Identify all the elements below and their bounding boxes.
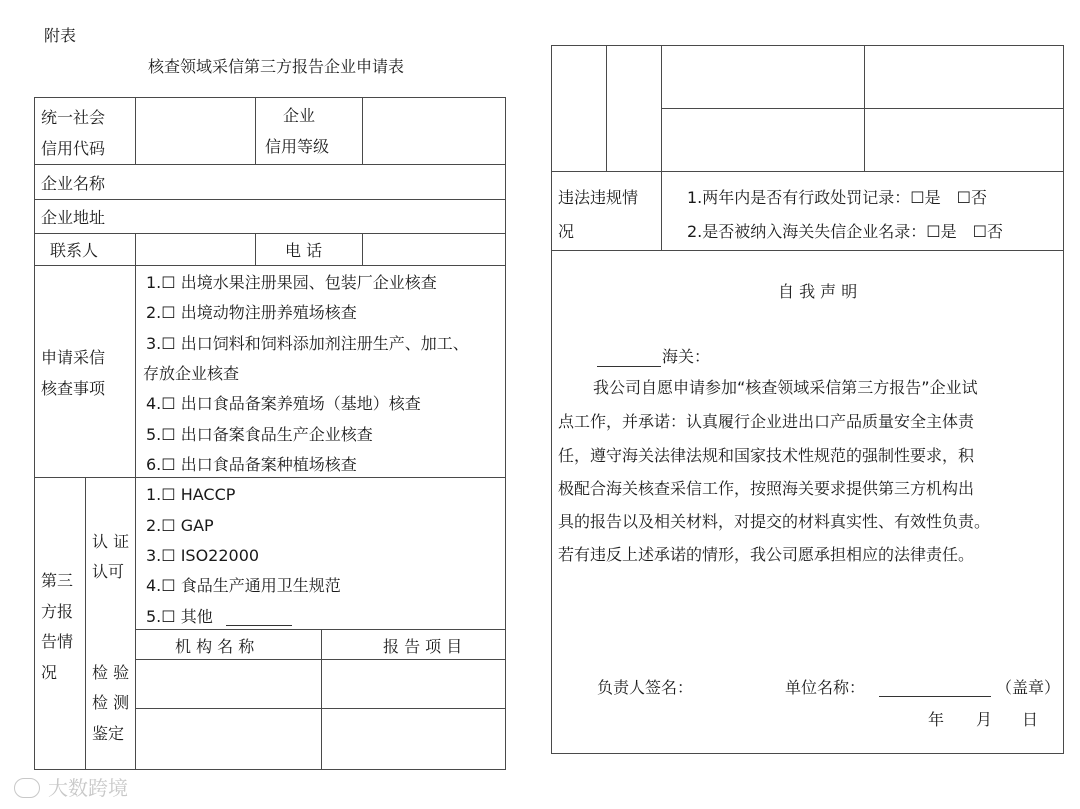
declaration-line: 具的报告以及相关材料，对提交的材料真实性、有效性负责。 xyxy=(558,512,991,531)
declaration-line: 点工作，并承诺：认真履行企业进出口产品质量安全主体责 xyxy=(558,412,975,431)
other-blank-line xyxy=(226,625,292,626)
declaration-title: 自 我 声 明 xyxy=(778,282,858,301)
company-address-label: 企业地址 xyxy=(41,208,106,227)
cert-item: 1.☐ HACCP xyxy=(146,485,236,504)
violation-item: 2.是否被纳入海关失信企业名录：☐是 ☐否 xyxy=(687,222,1003,241)
signature-label: 负责人签名： xyxy=(597,678,694,697)
date-month-label: 月 xyxy=(976,710,993,729)
declaration-line: 若有违反上述承诺的情形，我公司愿承担相应的法律责任。 xyxy=(558,545,975,564)
test-label: 检 测 xyxy=(92,693,130,712)
inspection-item: 1.☐ 出境水果注册果园、包装厂企业核查 xyxy=(146,273,437,292)
third-party-label: 第三 xyxy=(41,571,74,590)
credit-level-label-line1: 企业 xyxy=(283,106,316,125)
watermark-text: 大数跨境 xyxy=(48,776,128,800)
credit-code-label-line1: 统一社会 xyxy=(41,108,106,127)
test-label: 鉴定 xyxy=(92,724,125,743)
customs-blank-line xyxy=(597,366,661,367)
date-day-label: 日 xyxy=(1022,710,1039,729)
inspection-item: 2.☐ 出境动物注册养殖场核查 xyxy=(146,303,357,322)
inspection-item: 5.☐ 出口备案食品生产企业核查 xyxy=(146,425,373,444)
contact-label: 联系人 xyxy=(50,241,99,260)
report-item-header: 报 告 项 目 xyxy=(383,637,463,656)
test-label: 检 验 xyxy=(92,663,130,682)
cert-label: 认 证 xyxy=(92,532,130,551)
violation-label-line2: 况 xyxy=(558,222,575,241)
inspection-label-line1: 申请采信 xyxy=(41,348,106,367)
cert-item: 2.☐ GAP xyxy=(146,516,214,535)
cert-item: 4.☐ 食品生产通用卫生规范 xyxy=(146,576,341,595)
unit-name-blank-line xyxy=(879,696,991,697)
inspection-label-line2: 核查事项 xyxy=(41,379,106,398)
inspection-item: 4.☐ 出口食品备案养殖场（基地）核查 xyxy=(146,394,421,413)
inspection-item-continued: 存放企业核查 xyxy=(143,364,240,383)
credit-code-label-line2: 信用代码 xyxy=(41,139,106,158)
cert-item: 3.☐ ISO22000 xyxy=(146,546,260,565)
cert-item-other: 5.☐ 其他 xyxy=(146,607,213,626)
declaration-line: 我公司自愿申请参加“核查领域采信第三方报告”企业试 xyxy=(593,378,978,397)
appendix-label: 附表 xyxy=(44,26,77,45)
seal-label: （盖章） xyxy=(996,678,1061,697)
watermark-logo-icon xyxy=(14,778,40,798)
cert-label: 认可 xyxy=(92,562,125,581)
phone-label: 电 话 xyxy=(285,241,323,260)
violation-item: 1.两年内是否有行政处罚记录：☐是 ☐否 xyxy=(687,188,987,207)
third-party-label: 况 xyxy=(41,663,58,682)
credit-level-label-line2: 信用等级 xyxy=(265,137,330,156)
date-year-label: 年 xyxy=(928,710,945,729)
declaration-line: 任，遵守海关法律法规和国家技术性规范的强制性要求，积 xyxy=(558,446,975,465)
company-name-label: 企业名称 xyxy=(41,174,106,193)
declaration-line: 极配合海关核查采信工作，按照海关要求提供第三方机构出 xyxy=(558,479,975,498)
customs-address: 海关： xyxy=(662,347,711,366)
third-party-label: 告情 xyxy=(41,632,74,651)
violation-label-line1: 违法违规情 xyxy=(558,188,639,207)
form-title: 核查领域采信第三方报告企业申请表 xyxy=(148,57,405,76)
inspection-item: 6.☐ 出口食品备案种植场核查 xyxy=(146,455,357,474)
inspection-item: 3.☐ 出口饲料和饲料添加剂注册生产、加工、 xyxy=(146,334,469,353)
org-name-header: 机 构 名 称 xyxy=(175,637,255,656)
unit-name-label: 单位名称： xyxy=(785,678,866,697)
third-party-label: 方报 xyxy=(41,602,74,621)
